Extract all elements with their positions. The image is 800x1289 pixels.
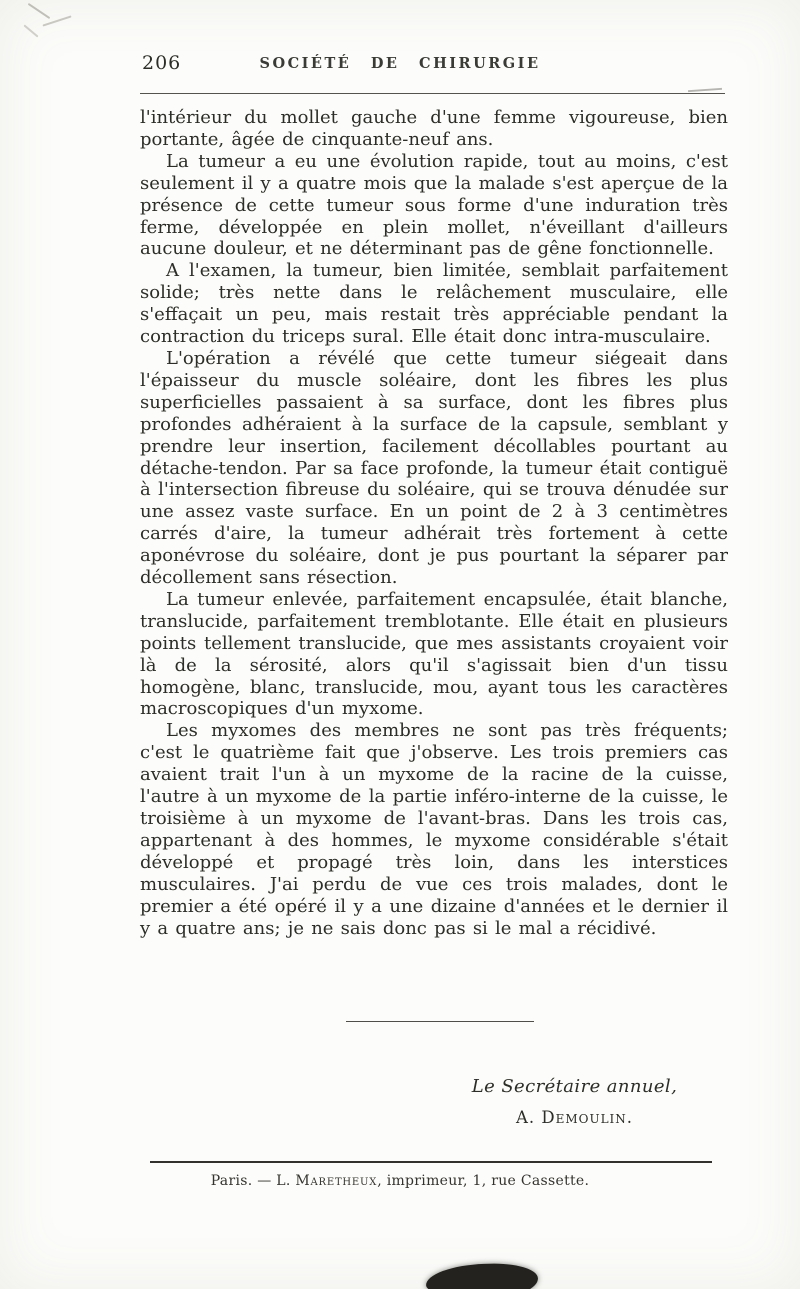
imprint-suffix: , imprimeur, 1, rue Cassette. <box>377 1173 590 1189</box>
body-paragraph: L'opération a révélé que cette tumeur siégeait dans l'épaisseur du muscle soléaire, dont les fibres les plus superficielles passaient à sa surface, dont les fibres plus profondes adhéraient à la surface de la capsule, semblant y prendre leur insertion, facilement décollables pourtant au détache-tendon. Par sa face profonde, la tumeur était contiguë à l'intersection fibreuse du soléaire, qui se trouva dénudée sur une assez vaste surface. En un point de 2 à 3 centimètres carrés d'aire, la tumeur adhérait très fortement à cette aponévrose du soléaire, dont je pus pourtant la séparer par décollement sans résection. <box>140 347 728 589</box>
section-divider-rule <box>346 1021 534 1022</box>
body-paragraph: La tumeur enlevée, parfaitement encapsulée, était blanche, translucide, parfaitement tremblotante. Elle était en plusieurs points tellement translucide, que mes assistants croyaient voir là de la sérosité, alors qu'il s'agissait bien d'un tissu homogène, blanc, translucide, mou, ayant tous les caractères macroscopiques d'un myxome. <box>140 588 728 720</box>
page-header <box>0 52 800 78</box>
header-rule <box>140 93 725 94</box>
footer-rule <box>150 1161 712 1163</box>
pen-mark-artifact <box>23 24 38 37</box>
article-body <box>140 107 728 939</box>
pen-mark-artifact <box>28 3 51 19</box>
ink-blob-artifact <box>425 1262 538 1289</box>
body-paragraph: A l'examen, la tumeur, bien limitée, semblait parfaitement solide; très nette dans le relâchement musculaire, elle s'effaçait un peu, mais restait très appréciable pendant la contraction du triceps sural. Elle était donc intra-musculaire. <box>140 260 728 348</box>
body-paragraph: Les myxomes des membres ne sont pas très fréquents; c'est le quatrième fait que j'observe. Les trois premiers cas avaient trait l'un à un myxome de la racine de la cuisse, l'autre à un myxome de la partie inféro-interne de la cuisse, le troisième à un myxome de l'avant-bras. Dans les trois cas, appartenant à des hommes, le myxome considérable s'était développé et propagé très loin, dans les interstices musculaires. J'ai perdu de vue ces trois malades, dont le premier a été opéré il y a une dizaine d'années et le dernier il y a quatre ans; je ne sais donc pas si le mal a récidivé. <box>140 720 728 939</box>
journal-title: SOCIÉTÉ DE CHIRURGIE <box>259 55 541 72</box>
imprint-prefix: Paris. — L. <box>210 1173 296 1189</box>
signature-block <box>457 1076 692 1127</box>
body-paragraph: l'intérieur du mollet gauche d'une femme vigoureuse, bien portante, âgée de cinquante-neuf ans. <box>140 107 728 150</box>
signature-name: A. Demoulin. <box>515 1108 634 1127</box>
imprint-printer-name: Maretheux <box>295 1173 378 1189</box>
page-number: 206 <box>142 52 182 74</box>
printer-imprint <box>0 1173 800 1189</box>
body-paragraph: La tumeur a eu une évolution rapide, tout au moins, c'est seulement il y a quatre mois que la malade s'est aperçue de la présence de cette tumeur sous forme d'une induration très ferme, développée en plein mollet, n'éveillant d'ailleurs aucune douleur, et ne déterminant pas de gêne fonctionnelle. <box>140 150 728 260</box>
scan-smudge-artifact <box>688 88 722 92</box>
signature-role: Le Secrétaire annuel, <box>471 1076 678 1097</box>
